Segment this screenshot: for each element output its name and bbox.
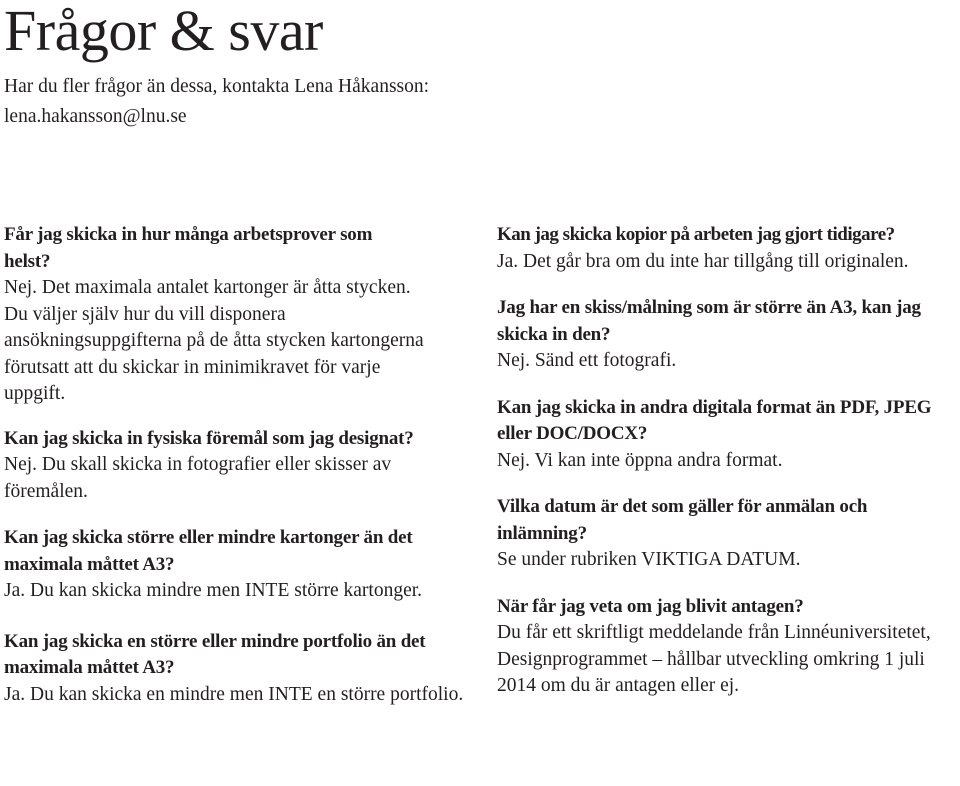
page-title: Frågor & svar [4,0,323,63]
faq-answer: Nej. Det maximala antalet kartonger är åtta stycken. Du väljer själv hur du vill disponera ansökningsuppgifterna på de åtta stycken kartongerna förutsatt att du skickar in minimikravet för varje uppgift. [4,277,424,404]
faq-question: Kan jag skicka en större eller mindre portfolio än det maximala måttet A3? [4,630,426,678]
faq-item [497,494,959,574]
faq-answer: Ja. Du kan skicka en mindre men INTE en större portfolio. [4,683,464,705]
faq-answer: Se under rubriken VIKTIGA DATUM. [497,549,801,570]
intro-contact-line: Har du fler frågor än dessa, kontakta Lena Håkansson: [4,76,430,97]
faq-question: Kan jag skicka kopior på arbeten jag gjort tidigare? [497,224,895,245]
intro-email: lena.hakansson@lnu.se [4,106,187,127]
faq-answer: Du får ett skriftligt meddelande från Linnéuniversitetet, Designprogrammet – hållbar utveckling omkring 1 juli 2014 om du är antagen eller ej. [497,622,931,696]
faq-question: Kan jag skicka in andra digitala format än PDF, JPEG eller DOC/DOCX? [497,396,932,444]
faq-question: När får jag veta om jag blivit antagen? [497,595,804,617]
faq-right-column [497,222,959,717]
faq-answer: Ja. Det går bra om du inte har tillgång till originalen. [497,250,909,272]
faq-item [497,295,959,375]
faq-question: Kan jag skicka större eller mindre kartonger än det maximala måttet A3? [4,527,413,575]
faq-question: Får jag skicka in hur många arbetsprover som helst? [4,224,373,272]
faq-item [4,525,474,605]
faq-answer: Nej. Sänd ett fotografi. [497,350,677,371]
faq-item [4,629,474,709]
faq-item [497,395,959,475]
faq-item [4,426,474,506]
faq-item [4,222,474,408]
faq-left-column [4,222,474,725]
faq-question: Kan jag skicka in fysiska föremål som jag designat? [4,427,414,449]
intro-text [4,72,524,132]
faq-answer: Nej. Du skall skicka in fotografier eller skisser av föremålen. [4,454,392,502]
faq-item [497,222,959,275]
faq-answer: Nej. Vi kan inte öppna andra format. [497,449,783,471]
faq-item [497,594,959,700]
faq-question: Jag har en skiss/målning som är större än A3, kan jag skicka in den? [497,297,921,345]
faq-question: Vilka datum är det som gäller för anmälan och inlämning? [497,496,868,544]
faq-answer: Ja. Du kan skicka mindre men INTE större kartonger. [4,580,423,601]
